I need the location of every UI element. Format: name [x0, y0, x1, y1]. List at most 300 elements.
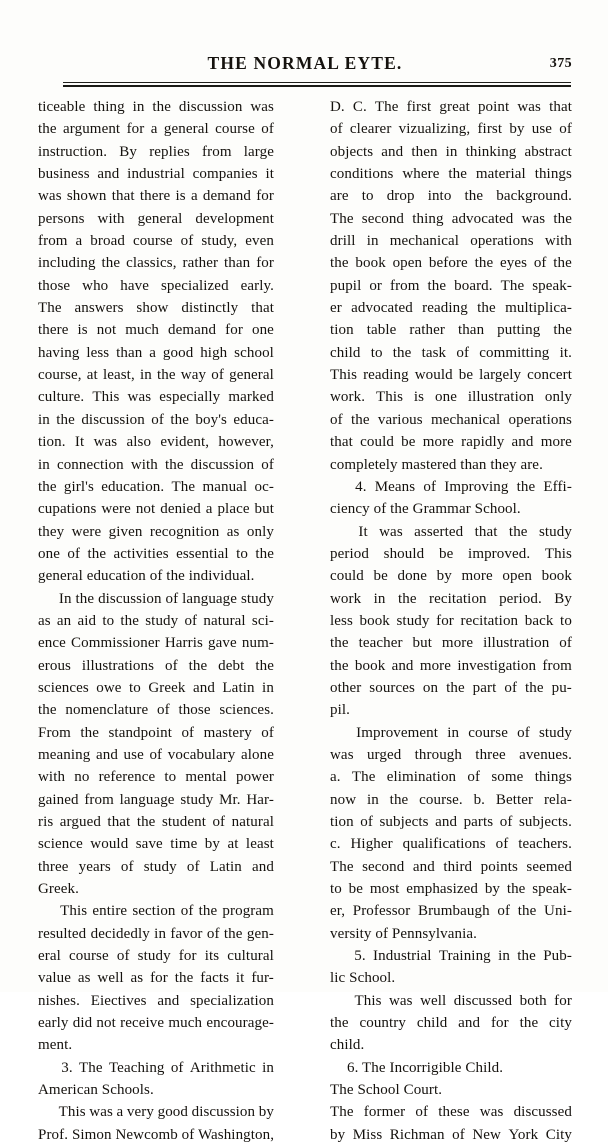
text-line — [330, 275, 572, 297]
rule-thick — [63, 85, 571, 87]
word: discussion — [98, 590, 162, 607]
word: are — [330, 188, 349, 205]
word: study — [143, 858, 177, 875]
word: section — [132, 903, 176, 920]
word: the — [464, 188, 484, 205]
word: study — [145, 612, 179, 629]
word: The — [330, 858, 354, 875]
word: the — [397, 590, 417, 607]
word: the — [174, 970, 194, 987]
word: especially — [159, 389, 221, 406]
word: the — [38, 478, 57, 495]
word: education — [82, 568, 146, 585]
word: and — [511, 434, 534, 451]
rule-thin — [63, 82, 571, 83]
word: are. — [516, 456, 543, 473]
word: board. — [454, 277, 493, 294]
word: classics, — [126, 255, 177, 272]
word: School. — [345, 970, 396, 987]
word: in — [38, 411, 50, 428]
word: a — [150, 121, 158, 138]
word: By — [554, 590, 572, 607]
word: Mr. — [219, 791, 241, 808]
word: illustration — [467, 389, 535, 406]
word: time — [170, 836, 198, 853]
text-line — [38, 521, 274, 543]
word: the — [162, 568, 185, 585]
paragraph-indent — [330, 521, 347, 543]
text-line — [330, 141, 572, 163]
text-line — [38, 409, 274, 431]
word: 5. — [354, 948, 366, 965]
word: By — [119, 143, 138, 160]
text-line — [330, 409, 572, 431]
word: is — [77, 322, 88, 339]
word: Arithmetic — [189, 1059, 256, 1076]
word: of — [499, 814, 513, 830]
word: to — [236, 545, 248, 562]
word: one — [38, 545, 60, 562]
word: to — [129, 679, 141, 696]
word: child — [416, 1015, 448, 1032]
text-line — [38, 878, 274, 900]
word: science — [38, 836, 83, 853]
word: specialized — [160, 277, 229, 294]
text-line — [38, 967, 274, 989]
word: was — [479, 1104, 504, 1121]
word: use — [531, 121, 553, 138]
word: decidedly — [90, 925, 150, 942]
word: general — [163, 121, 209, 138]
word: both — [519, 992, 547, 1009]
word: they — [486, 456, 517, 473]
word: would — [90, 836, 129, 853]
word: parts — [463, 814, 494, 830]
word: industrial — [127, 166, 185, 183]
word: less — [330, 612, 353, 629]
text-line — [330, 878, 572, 900]
word: Training — [438, 948, 491, 965]
word: even — [245, 233, 274, 250]
word: in — [373, 590, 386, 607]
word: This — [60, 903, 88, 920]
text-line — [330, 1101, 572, 1123]
word: were — [71, 523, 102, 540]
word: than — [224, 255, 251, 272]
word: Greek — [148, 679, 186, 696]
text-line — [38, 632, 274, 654]
word: gained — [38, 791, 79, 808]
word: gen- — [246, 925, 274, 942]
word: of — [120, 858, 134, 875]
word: of — [177, 1126, 195, 1143]
word: speak- — [532, 277, 572, 294]
word: shown — [66, 188, 107, 205]
word: rather — [182, 255, 219, 272]
word: the — [517, 948, 536, 965]
word: in — [132, 99, 145, 115]
word: now — [330, 791, 357, 808]
word: of — [495, 836, 509, 853]
word: was — [250, 99, 274, 115]
paragraph — [38, 96, 274, 588]
word: illustrations — [81, 657, 155, 674]
word: of — [212, 814, 226, 830]
text-line — [330, 945, 572, 967]
text-line — [330, 923, 572, 945]
text-line — [330, 163, 572, 185]
word: the — [156, 367, 176, 384]
word: Simon — [68, 1126, 112, 1143]
word: the — [516, 478, 536, 495]
word: completely — [330, 456, 398, 473]
word: of — [467, 769, 481, 786]
word: thing — [93, 99, 125, 115]
word: of — [456, 344, 470, 361]
word: a — [149, 344, 157, 361]
word: Professor — [352, 903, 411, 920]
word: as — [77, 970, 91, 987]
word: of — [170, 1059, 184, 1076]
word: the — [38, 702, 57, 719]
word: From — [38, 724, 71, 741]
word: sources — [369, 679, 415, 696]
word: three — [475, 746, 506, 763]
text-line — [330, 454, 572, 476]
word: the — [255, 657, 274, 674]
word: er, — [330, 903, 346, 920]
word: ris — [38, 814, 54, 830]
word: School. — [470, 501, 521, 518]
word: Commissioner — [71, 635, 160, 652]
word: Miss — [352, 1126, 383, 1143]
word: in — [262, 1059, 274, 1076]
paragraph-indent — [330, 990, 347, 1012]
word: drop — [386, 188, 415, 205]
text-line — [38, 319, 274, 341]
word: for — [554, 992, 572, 1009]
word: The — [330, 1082, 354, 1099]
paragraph — [38, 588, 274, 901]
word: Improving — [444, 478, 509, 495]
word: and — [412, 858, 435, 875]
text-line — [38, 230, 274, 252]
word: discussion — [81, 411, 145, 428]
word: discussion — [191, 1104, 256, 1121]
word: was — [379, 523, 403, 540]
word: more — [441, 635, 474, 652]
word: a — [75, 233, 83, 250]
word: specialization — [190, 992, 274, 1009]
word: owe — [96, 679, 122, 696]
word: did — [72, 1015, 93, 1032]
word: This — [354, 992, 382, 1009]
text-line — [38, 1079, 274, 1101]
text-line — [38, 454, 274, 476]
word: seemed — [526, 858, 572, 875]
word: and — [157, 992, 180, 1009]
word: school — [234, 344, 274, 361]
word: the — [330, 1015, 349, 1032]
word: by — [204, 836, 220, 853]
word: Court. — [399, 1082, 443, 1099]
header-divider-rule — [63, 82, 571, 87]
word: in — [366, 791, 379, 808]
word: not — [135, 501, 156, 518]
word: The — [38, 300, 62, 317]
word: in — [139, 367, 152, 384]
word: to — [102, 612, 115, 629]
word: The — [351, 769, 376, 786]
word: was — [89, 1104, 113, 1121]
word: boy's — [195, 411, 227, 428]
word: that — [330, 434, 353, 451]
word: and — [95, 746, 118, 763]
word: The — [500, 277, 525, 294]
word: c. — [330, 836, 341, 853]
text-line — [38, 744, 274, 766]
word: general — [229, 367, 274, 384]
word: to — [361, 188, 374, 205]
word: the — [508, 523, 528, 540]
word: is — [175, 188, 186, 205]
text-line — [330, 252, 572, 274]
word: encourage- — [206, 1015, 274, 1032]
word: resulted — [38, 925, 87, 942]
word: the — [389, 791, 409, 808]
word: period. — [499, 590, 542, 607]
word: a — [190, 188, 198, 205]
word: of — [206, 925, 220, 942]
word: ment. — [38, 1037, 73, 1054]
word: reading — [363, 367, 409, 384]
word: ciency — [330, 501, 370, 518]
word: C. — [352, 99, 367, 115]
word: of — [261, 121, 274, 138]
word: by — [509, 121, 525, 138]
word: where — [402, 166, 440, 183]
word: least, — [102, 367, 135, 384]
word: standpoint — [108, 724, 172, 741]
word: more — [419, 657, 452, 674]
word: thinking — [465, 143, 517, 160]
word: of — [415, 1104, 429, 1121]
word: Brumbaugh — [417, 903, 490, 920]
text-line — [38, 565, 274, 587]
word: good — [162, 344, 194, 361]
word: Prof. — [38, 1126, 69, 1143]
word: to — [370, 344, 383, 361]
word: The — [374, 99, 399, 115]
column-left — [38, 96, 274, 1146]
word: of — [180, 903, 194, 920]
text-line — [38, 588, 274, 610]
text-line — [330, 610, 572, 632]
paragraph — [330, 521, 572, 722]
word: the — [38, 121, 57, 138]
word: the — [101, 255, 121, 272]
word: various — [377, 411, 423, 428]
word: Latin — [209, 858, 242, 875]
word: demand — [202, 188, 251, 205]
word: and — [251, 858, 274, 875]
word: for — [436, 612, 454, 629]
word: mental — [185, 769, 227, 786]
text-line — [330, 521, 572, 543]
word: former — [363, 1104, 406, 1121]
word: putting — [497, 322, 541, 339]
word: alone — [241, 746, 274, 763]
text-line — [38, 1057, 274, 1079]
word: back — [524, 612, 554, 629]
word: no — [74, 769, 90, 786]
text-line — [38, 543, 274, 565]
word: pil. — [330, 702, 350, 719]
word: there — [38, 322, 69, 339]
word: first — [477, 121, 503, 138]
word: show — [136, 300, 169, 317]
word: and — [458, 1015, 481, 1032]
word: and — [381, 143, 404, 160]
word: a — [116, 1104, 124, 1121]
text-line — [330, 476, 572, 498]
word: Better — [495, 791, 534, 808]
word: table — [366, 322, 397, 339]
word: could — [360, 434, 394, 451]
text-line — [330, 990, 572, 1012]
word: cupations — [38, 501, 97, 518]
text-line — [38, 163, 274, 185]
word: multiplica- — [505, 300, 572, 317]
text-line — [330, 208, 572, 230]
word: er — [330, 300, 342, 317]
word: Uni- — [544, 903, 572, 920]
word: the — [330, 635, 349, 652]
word: of — [186, 858, 200, 875]
word: was — [517, 99, 541, 115]
word: into — [427, 188, 452, 205]
word: improved. — [468, 545, 531, 562]
word: the — [75, 590, 95, 607]
word: discussion — [190, 456, 255, 473]
word: of — [184, 612, 198, 629]
word: early — [38, 1015, 69, 1032]
word: ence — [38, 635, 66, 652]
word: for — [150, 970, 168, 987]
word: the — [80, 724, 100, 741]
word: aid — [77, 612, 97, 629]
word: of — [261, 724, 274, 741]
word: was — [93, 434, 118, 451]
word: discussed — [513, 1104, 572, 1121]
word: course. — [419, 791, 463, 808]
word: city — [549, 1015, 572, 1032]
word: much — [168, 1015, 203, 1032]
word: having — [38, 344, 80, 361]
text-line — [330, 297, 572, 319]
word: demand — [168, 322, 217, 339]
word: of — [517, 724, 530, 741]
word: subjects — [379, 814, 429, 830]
word: abstract — [524, 143, 572, 160]
word: Pennsylvania. — [388, 925, 477, 942]
word: conditions — [330, 166, 394, 183]
text-line — [330, 543, 572, 565]
word: it. — [559, 344, 572, 361]
word: in — [154, 925, 167, 942]
word: of — [559, 635, 572, 652]
word: pu- — [551, 679, 572, 696]
word: study, — [201, 233, 238, 250]
word: debt — [218, 657, 245, 674]
word: b. — [473, 791, 486, 808]
word: vocabulary — [167, 746, 236, 763]
text-line — [330, 364, 572, 386]
word: mechanical — [389, 233, 460, 250]
text-line — [38, 655, 274, 677]
text-line — [38, 141, 274, 163]
text-line — [330, 431, 572, 453]
word: large — [243, 143, 274, 160]
text-line — [330, 856, 572, 878]
word: way — [180, 367, 207, 384]
word: York — [508, 1126, 539, 1143]
word: of — [180, 233, 194, 250]
word: mastered — [397, 456, 457, 473]
text-line — [38, 208, 274, 230]
word: was — [330, 746, 354, 763]
word: lic — [330, 970, 346, 987]
word: these — [438, 1104, 470, 1121]
word: objects — [330, 143, 374, 160]
word: Grammar — [408, 501, 471, 518]
word: be — [348, 881, 364, 898]
text-line — [330, 789, 572, 811]
word: to — [164, 769, 177, 786]
word: City — [545, 1126, 572, 1143]
text-line — [330, 1034, 572, 1056]
word: The — [330, 1104, 354, 1121]
text-line — [330, 699, 572, 721]
word: ticeable — [38, 99, 86, 115]
word: Incorrigible — [385, 1059, 462, 1076]
word: versity — [330, 925, 372, 942]
word: 6. — [347, 1059, 359, 1076]
word: course, — [38, 367, 82, 384]
word: culture. — [38, 389, 85, 406]
word: save — [135, 836, 163, 853]
word: Richman — [389, 1126, 445, 1143]
word: education. — [101, 478, 165, 495]
word: cultural — [227, 948, 274, 965]
word: in — [445, 143, 458, 160]
word: nishes. — [38, 992, 80, 1009]
word: also — [126, 434, 152, 451]
text-line — [38, 722, 274, 744]
word: from — [38, 233, 68, 250]
word: discussion — [178, 99, 243, 115]
word: gave — [208, 635, 237, 652]
word: development — [195, 210, 274, 227]
word: the — [56, 411, 75, 428]
text-line — [38, 1012, 274, 1034]
text-line — [330, 319, 572, 341]
word: answers — [74, 300, 124, 317]
text-line — [38, 498, 274, 520]
word: with — [130, 456, 158, 473]
word: they — [38, 523, 65, 540]
word: evident, — [160, 434, 210, 451]
